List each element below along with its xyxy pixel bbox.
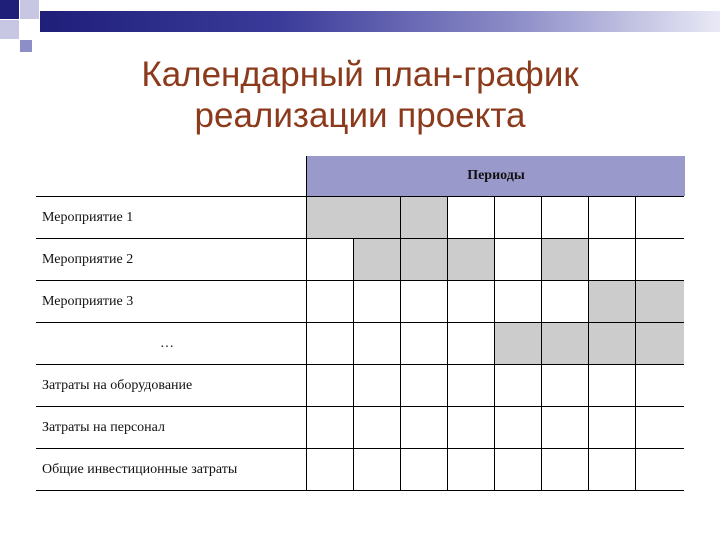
period-cell bbox=[353, 449, 400, 490]
table-row bbox=[36, 322, 684, 364]
period-cell bbox=[494, 365, 541, 406]
period-cell-active bbox=[306, 197, 353, 238]
period-cell bbox=[400, 323, 447, 364]
row-label: Затраты на персонал bbox=[42, 419, 165, 435]
schedule-table bbox=[36, 156, 684, 491]
period-cell bbox=[306, 449, 353, 490]
period-cell bbox=[353, 407, 400, 448]
period-cell-active bbox=[635, 323, 684, 364]
table-row bbox=[36, 280, 684, 322]
period-cell-active bbox=[400, 239, 447, 280]
period-cell-active bbox=[541, 323, 588, 364]
period-cell bbox=[588, 449, 635, 490]
period-cell-active bbox=[353, 197, 400, 238]
slide-title-line1: Календарный план-график bbox=[141, 55, 579, 94]
row-label: Общие инвестиционные затраты bbox=[42, 461, 238, 477]
table-row bbox=[36, 364, 684, 406]
periods-header: Периоды bbox=[306, 156, 685, 196]
period-cell-active bbox=[588, 281, 635, 322]
row-label: Мероприятие 1 bbox=[42, 209, 134, 225]
period-cell bbox=[588, 239, 635, 280]
period-cell bbox=[635, 365, 684, 406]
table-row bbox=[36, 448, 684, 491]
period-cell-active bbox=[635, 281, 684, 322]
period-cell bbox=[588, 365, 635, 406]
period-cell bbox=[447, 449, 494, 490]
decor-square-dark bbox=[0, 0, 19, 19]
period-cell bbox=[494, 197, 541, 238]
period-cell bbox=[588, 407, 635, 448]
period-cell bbox=[635, 197, 684, 238]
slide-title bbox=[60, 54, 660, 136]
decor-square-mid bbox=[20, 40, 32, 52]
row-label: Затраты на оборудование bbox=[42, 377, 193, 393]
period-cell bbox=[588, 197, 635, 238]
header-gradient-bar bbox=[40, 11, 720, 32]
period-cell bbox=[447, 407, 494, 448]
period-cell bbox=[541, 449, 588, 490]
period-cell bbox=[494, 239, 541, 280]
period-cell-active bbox=[588, 323, 635, 364]
period-cell bbox=[400, 281, 447, 322]
period-cell bbox=[400, 365, 447, 406]
period-cell bbox=[635, 239, 684, 280]
period-cell bbox=[353, 281, 400, 322]
decor-square-light bbox=[20, 0, 39, 19]
row-label: … bbox=[160, 335, 174, 351]
period-cell-active bbox=[541, 239, 588, 280]
period-cell-active bbox=[494, 323, 541, 364]
period-cell bbox=[353, 323, 400, 364]
period-cell bbox=[306, 407, 353, 448]
period-cell bbox=[306, 239, 353, 280]
period-cell bbox=[494, 281, 541, 322]
slide-title-line2: реализации проекта bbox=[194, 96, 526, 135]
period-cell bbox=[494, 449, 541, 490]
table-row bbox=[36, 406, 684, 448]
period-cell bbox=[400, 449, 447, 490]
period-cell bbox=[447, 323, 494, 364]
period-cell bbox=[447, 197, 494, 238]
row-label: Мероприятие 3 bbox=[42, 293, 134, 309]
period-cell bbox=[306, 281, 353, 322]
table-header-row bbox=[36, 156, 684, 196]
table-row bbox=[36, 196, 684, 238]
period-cell-active bbox=[400, 197, 447, 238]
row-label: Мероприятие 2 bbox=[42, 251, 134, 267]
period-cell bbox=[635, 407, 684, 448]
period-cell-active bbox=[447, 239, 494, 280]
period-cell bbox=[447, 365, 494, 406]
period-cell bbox=[541, 365, 588, 406]
period-cell bbox=[447, 281, 494, 322]
period-cell bbox=[494, 407, 541, 448]
decor-square-white bbox=[20, 20, 39, 39]
period-cell bbox=[541, 281, 588, 322]
period-cell bbox=[306, 323, 353, 364]
period-cell bbox=[635, 449, 684, 490]
period-cell-active bbox=[353, 239, 400, 280]
period-cell bbox=[400, 407, 447, 448]
period-cell bbox=[306, 365, 353, 406]
period-cell bbox=[541, 197, 588, 238]
period-cell bbox=[353, 365, 400, 406]
table-row bbox=[36, 238, 684, 280]
decor-square-light bbox=[0, 20, 19, 39]
period-cell bbox=[541, 407, 588, 448]
